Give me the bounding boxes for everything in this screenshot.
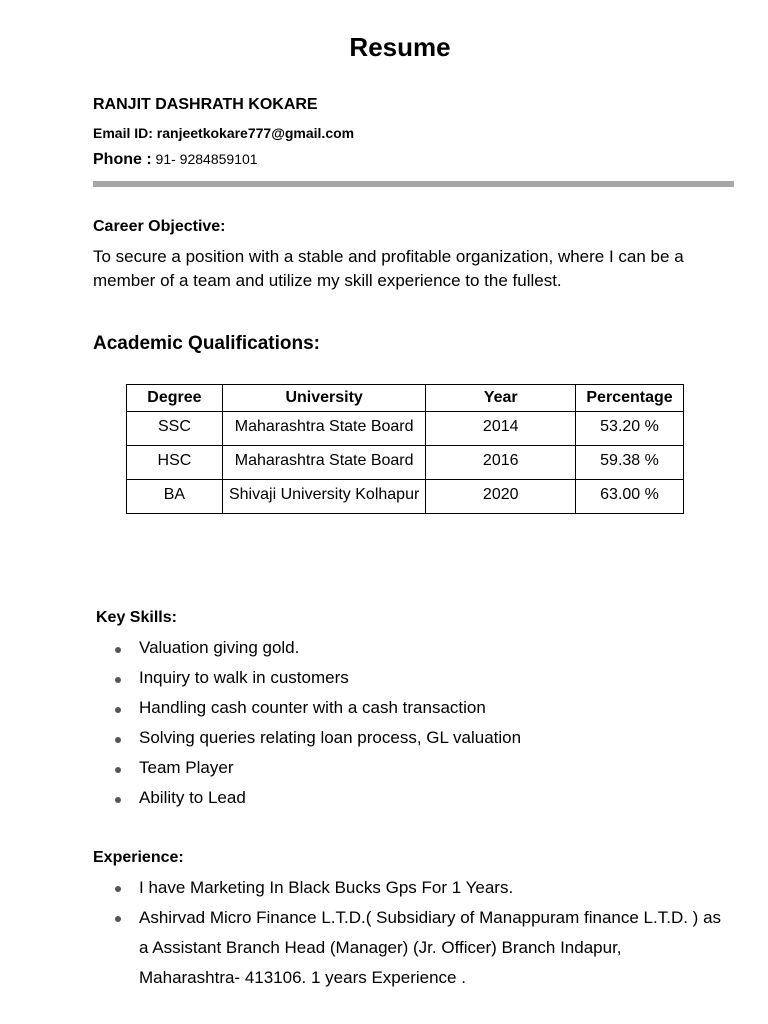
list-item bbox=[93, 787, 521, 817]
table-cell: 2020 bbox=[426, 480, 576, 514]
list-item bbox=[93, 757, 521, 787]
experience-heading: Experience: bbox=[93, 849, 184, 866]
table-cell: Shivaji University Kolhapur bbox=[222, 480, 426, 514]
phone-line bbox=[93, 151, 258, 169]
list-item bbox=[93, 637, 521, 667]
skill-text: Team Player bbox=[139, 758, 234, 777]
academic-heading: Academic Qualifications: bbox=[93, 333, 321, 354]
skill-text: Solving queries relating loan process, GL valuation bbox=[139, 728, 522, 747]
table-cell: BA bbox=[127, 480, 223, 514]
table-cell: HSC bbox=[127, 446, 223, 480]
candidate-name: RANJIT DASHRATH KOKARE bbox=[93, 96, 318, 113]
column-header: Percentage bbox=[576, 385, 684, 412]
bullet-icon bbox=[115, 647, 121, 653]
column-header: Year bbox=[426, 385, 576, 412]
skill-text: Handling cash counter with a cash transaction bbox=[139, 698, 486, 717]
table-cell: 63.00 % bbox=[576, 480, 684, 514]
experience-text: Ashirvad Micro Finance L.T.D.( Subsidiary of Manappuram finance L.T.D. ) as a Assistant Branch Head (Manager) (Jr. Officer) Branch Indapur, Maharashtra- 413106. 1 years Experience . bbox=[139, 908, 722, 987]
table-cell: Maharashtra State Board bbox=[222, 446, 426, 480]
bullet-icon bbox=[115, 767, 121, 773]
column-header: University bbox=[222, 385, 426, 412]
key-skills-list bbox=[93, 637, 521, 817]
table-cell: 2016 bbox=[426, 446, 576, 480]
header-divider bbox=[93, 181, 734, 187]
resume-title: Resume bbox=[349, 32, 451, 62]
key-skills-heading: Key Skills: bbox=[96, 609, 177, 626]
list-item bbox=[93, 667, 521, 697]
table-row bbox=[127, 480, 684, 514]
bullet-icon bbox=[115, 916, 121, 922]
list-item bbox=[93, 873, 725, 903]
table-cell: 2014 bbox=[426, 412, 576, 446]
table-row bbox=[127, 412, 684, 446]
list-item bbox=[93, 727, 521, 757]
bullet-icon bbox=[115, 886, 121, 892]
career-objective-heading: Career Objective: bbox=[93, 218, 226, 235]
column-header: Degree bbox=[127, 385, 223, 412]
list-item bbox=[93, 903, 725, 993]
table-cell: Maharashtra State Board bbox=[222, 412, 426, 446]
bullet-icon bbox=[115, 677, 121, 683]
career-objective-text: To secure a position with a stable and profitable organization, where I can be a member of a team and utilize my skill experience to the fullest. bbox=[93, 247, 684, 290]
table-row bbox=[127, 446, 684, 480]
list-item bbox=[93, 697, 521, 727]
skill-text: Inquiry to walk in customers bbox=[139, 668, 349, 687]
skill-text: Ability to Lead bbox=[139, 788, 246, 807]
table-cell: 53.20 % bbox=[576, 412, 684, 446]
phone-label: Phone : bbox=[93, 151, 152, 168]
phone-value: 91- 9284859101 bbox=[151, 151, 258, 167]
email-line: Email ID: ranjeetkokare777@gmail.com bbox=[93, 125, 355, 141]
academic-table bbox=[126, 384, 684, 514]
table-cell: SSC bbox=[127, 412, 223, 446]
table-cell: 59.38 % bbox=[576, 446, 684, 480]
experience-text: I have Marketing In Black Bucks Gps For 1 Years. bbox=[139, 878, 514, 897]
experience-list bbox=[93, 873, 725, 993]
bullet-icon bbox=[115, 797, 121, 803]
skill-text: Valuation giving gold. bbox=[139, 638, 300, 657]
bullet-icon bbox=[115, 737, 121, 743]
table-header-row bbox=[127, 385, 684, 412]
bullet-icon bbox=[115, 707, 121, 713]
